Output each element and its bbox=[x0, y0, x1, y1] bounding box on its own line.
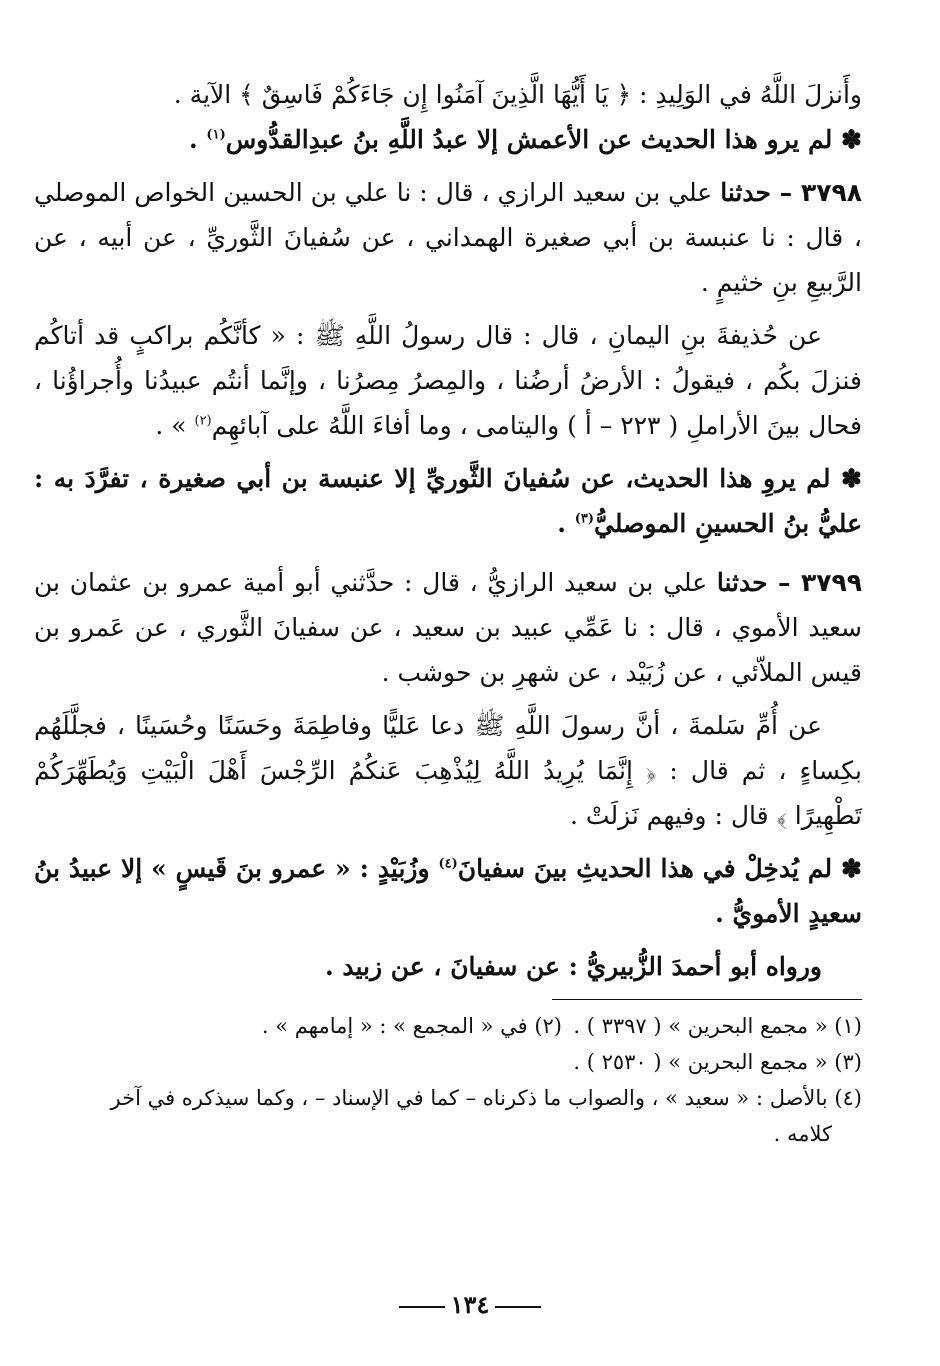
note-text: ✽ لم يرو هذا الحديث عن الأعمش إلا عبدُ اللَّهِ بنُ عبدِالقدُّوس bbox=[225, 125, 862, 154]
note-end: . bbox=[189, 125, 207, 154]
footnote-1: (١) « مجمع البحرين » ( ٣٣٩٧ ) . bbox=[573, 1014, 862, 1038]
note-end: . bbox=[557, 509, 575, 538]
hadith-3799-matn: عن أُمِّ سَلمةَ ، أنَّ رسولَ اللَّهِ ﷺ دعا عَليًّا وفاطِمَةَ وحَسَنًا وحُسَينًا ، فجلَّلَهُم بكِساءٍ ، ثم قال : ﴿ إِنَّمَا يُرِيدُ اللَّهُ لِيُذْهِبَ عَنكُمُ الرِّجْسَ أَهْلَ الْبَيْتِ وَيُطَهِّرَكُمْ تَطْهِيرًا ﴾ قال : وفيهم نَزلَتْ . bbox=[34, 711, 862, 830]
footnote-row bbox=[34, 1008, 862, 1044]
page-number-text: ١٣٤ bbox=[450, 1290, 490, 1319]
footnote-3: (٣) « مجمع البحرين » ( ٢٥٣٠ ) . bbox=[573, 1050, 862, 1074]
hadith-3799-note bbox=[34, 846, 862, 936]
footnote-ref: (١) bbox=[206, 127, 226, 143]
matn-text: عن حُذيفةَ بنِ اليمانِ ، قال : قال رسولُ اللَّهِ ﷺ : « كأنَّكُم براكبٍ قد أتاكُم فنزلَ بكُم ، فيقولُ : الأرضُ أرضُنا ، والمِصرُ مِصرُنا ، وإنَّما أنتُم عبيدُنا وأُجراؤُنا ، فحال بينَ الأراملِ ( ٢٢٣ – أ ) واليتامى ، وما أفاءَ اللَّهُ على آبائهِم bbox=[34, 321, 862, 440]
matn-end: » . bbox=[155, 411, 195, 440]
commentary-note-1 bbox=[34, 117, 862, 162]
note-text: ✽ لم يروِ هذا الحديث، عن سُفيانَ الثَّوريِّ إلا عنبسة بن أبي صغيرة ، تفرَّدَ به : عليُّ بنُ الحسينِ الموصليُّ bbox=[34, 464, 862, 538]
hadith-lead: – حدثنا bbox=[716, 568, 801, 597]
footnotes bbox=[34, 1008, 862, 1152]
hadith-3798-isnad bbox=[34, 170, 862, 305]
isnad-text: علي بن سعيد الرازي ، قال : نا علي بن الحسين الخواص الموصلي ، قال : نا عنبسة بن أبي صغيرة الهمداني ، عن سُفيانَ الثَّوريِّ ، عن أبيه ، عن الرَّبيعِ بنِ خثيمٍ . bbox=[34, 178, 862, 297]
footnote-4: (٤) بالأصل : « سعيد » ، والصواب ما ذكرناه – كما في الإسناد – ، وكما سيذكره في آخر bbox=[110, 1086, 862, 1110]
footnote-4-continued: كلامه . bbox=[773, 1122, 832, 1146]
note-text: ✽ لم يُدخِلْ في هذا الحديثِ بينَ سفيانَ bbox=[457, 854, 862, 883]
footnote-2: (٢) في « المجمع » : « إمامهم » . bbox=[261, 1014, 562, 1038]
footnote-ref: (٤) bbox=[438, 856, 458, 872]
verse-line: وأَنزلَ اللَّهُ في الوَلِيدِ : ﴿ يَا أَيُّهَا الَّذِينَ آمَنُوا إِن جَاءَكُمْ فَاسِقٌ ﴾ الآية . bbox=[173, 80, 862, 109]
hadith-3799-rawah: ورواه أبو أحمدَ الزُّبيريُّ : عن سفيانَ ، عن زبيد . bbox=[324, 952, 822, 981]
hadith-lead: – حدثنا bbox=[720, 178, 801, 207]
hadith-3798-note bbox=[34, 456, 862, 546]
hadith-number: ٣٧٩٩ bbox=[800, 568, 862, 597]
footnote-ref: (٣) bbox=[574, 511, 595, 527]
note-rest: وزُبَيْدٍ : « عمرو بنَ قَيسٍ » إلا عبيدُ بنُ سعيدٍ الأمويُّ . bbox=[34, 854, 862, 928]
hadith-3799-isnad bbox=[34, 560, 862, 695]
isnad-text: علي بن سعيد الرازيُّ ، قال : حدَّثني أبو أمية عمرو بن عثمان بن سعيد الأموي ، قال : نا عَمِّي عبيد بن سعيد ، عن سفيانَ الثَّوري ، عن عَمرو بن قيس الملاّئي ، عن زُبَيْد ، عن شهرِ بن حوشب . bbox=[34, 568, 862, 687]
footnote-divider bbox=[552, 999, 862, 1000]
page-number bbox=[0, 1290, 940, 1319]
footnote-ref: (٢) bbox=[194, 413, 212, 429]
hadith-3798-matn bbox=[34, 313, 862, 448]
hadith-number: ٣٧٩٨ bbox=[800, 178, 862, 207]
